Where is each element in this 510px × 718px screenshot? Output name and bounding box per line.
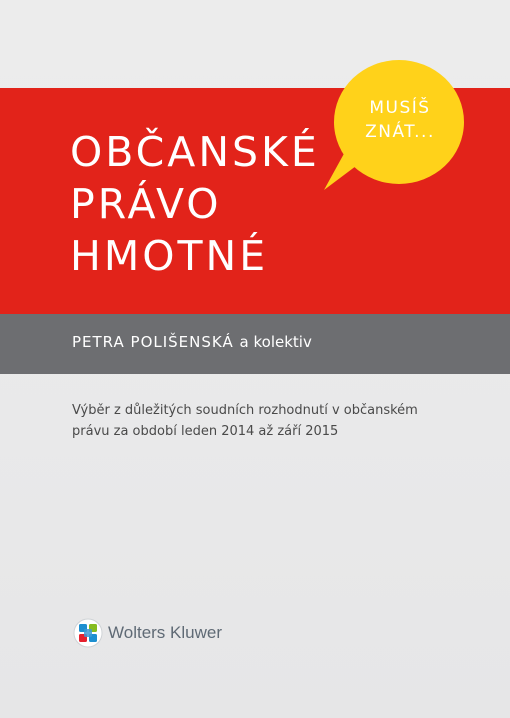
title-line-1: OBČANSKÉ [70, 128, 320, 176]
author-line [72, 333, 312, 351]
title-line-2: PRÁVO [70, 180, 222, 228]
author-name: PETRA POLIŠENSKÁ [72, 333, 234, 351]
series-badge [340, 96, 460, 144]
subtitle-line-1: Výběr z důležitých soudních rozhodnutí v občanském [72, 403, 418, 418]
wolters-kluwer-logo-icon [73, 618, 103, 648]
author-suffix: a kolektiv [239, 333, 312, 351]
subtitle-line-2: právu za období leden 2014 až září 2015 [72, 424, 339, 439]
speech-bubble-tail [324, 150, 364, 190]
badge-line-2: ZNÁT... [365, 122, 435, 142]
book-title [70, 126, 320, 282]
badge-line-1: MUSÍŠ [369, 98, 431, 118]
book-subtitle [72, 400, 472, 442]
title-line-3: HMOTNÉ [70, 232, 269, 280]
publisher-name: Wolters Kluwer [108, 623, 222, 642]
